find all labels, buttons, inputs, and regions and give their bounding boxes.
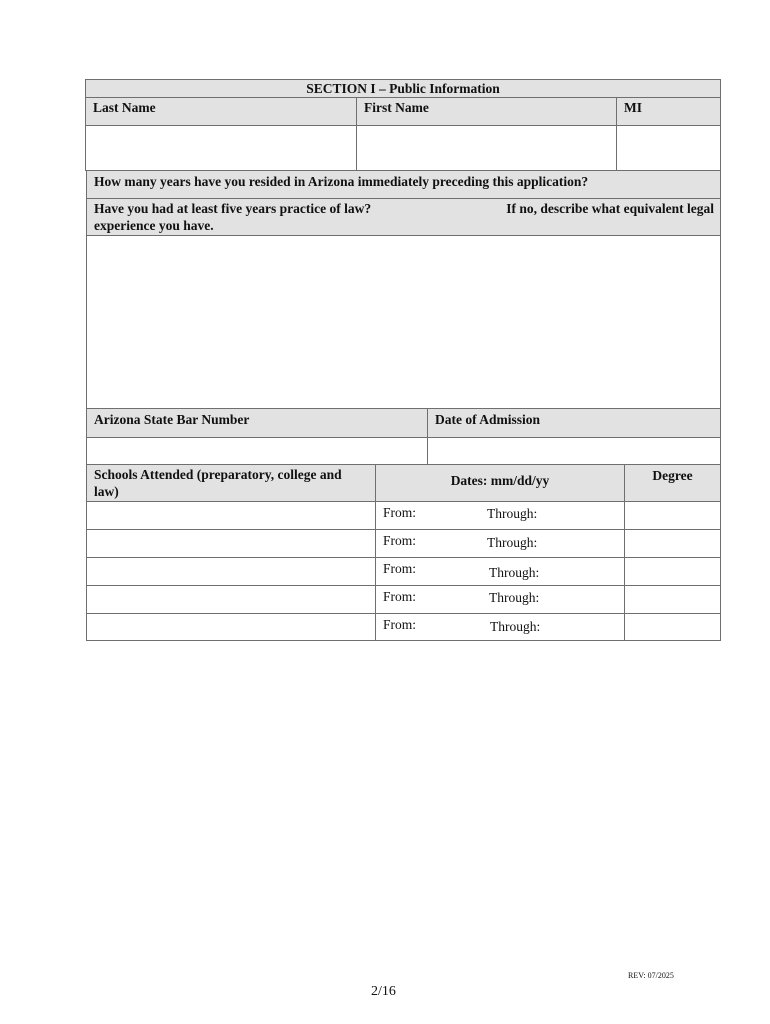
experience-area-cell [86,235,721,409]
admission-date-cell [427,437,721,465]
bar-number-cell [86,437,428,465]
school-degree-cell[interactable] [624,557,721,586]
last-name-label: Last Name [93,100,156,115]
experience-textarea[interactable] [87,236,720,408]
school-dates-cell[interactable] [375,613,625,641]
section-title-bar [85,79,721,98]
from-label: From: [383,617,417,632]
mi-header [616,97,721,126]
schools-header [86,464,376,502]
first-name-label: First Name [364,100,429,115]
through-label: Through: [487,506,538,521]
school-name-cell[interactable] [86,557,376,586]
degree-header-label: Degree [652,468,693,483]
school-degree-cell[interactable] [624,529,721,558]
schools-header-line2: law) [94,484,119,499]
mi-label: MI [624,100,642,115]
last-name-header [85,97,357,126]
practice-question-row[interactable] [86,198,721,236]
mi-input[interactable] [617,126,720,170]
school-degree-cell[interactable] [624,613,721,641]
dates-header [375,464,625,502]
first-name-header [356,97,617,126]
admission-date-header [427,408,721,438]
bar-number-input[interactable] [87,438,427,464]
through-label: Through: [487,535,538,550]
from-label: From: [383,533,417,548]
first-name-cell [356,125,617,171]
practice-question-left: Have you had at least five years practice of law? [94,201,372,216]
practice-question-line2: experience you have. [94,218,214,233]
practice-question-right: If no, describe what equivalent legal [506,201,714,216]
school-name-cell[interactable] [86,613,376,641]
last-name-input[interactable] [86,126,356,170]
school-name-cell[interactable] [86,585,376,614]
bar-number-label: Arizona State Bar Number [94,412,250,427]
page-number: 2/16 [371,984,396,999]
school-degree-cell[interactable] [624,501,721,530]
through-label: Through: [489,565,540,580]
from-label: From: [383,561,417,576]
admission-date-input[interactable] [428,438,720,464]
through-label: Through: [490,619,541,634]
school-name-cell[interactable] [86,501,376,530]
first-name-input[interactable] [357,126,616,170]
dates-header-label: Dates: mm/dd/yy [450,473,550,488]
from-label: From: [383,505,417,520]
school-dates-cell[interactable] [375,557,625,586]
school-dates-cell[interactable] [375,585,625,614]
school-degree-cell[interactable] [624,585,721,614]
mi-cell [616,125,721,171]
admission-date-label: Date of Admission [435,412,541,427]
degree-header [624,464,721,502]
section-title: SECTION I – Public Information [306,81,500,96]
residency-question-row[interactable] [86,170,721,199]
from-label: From: [383,589,417,604]
school-dates-cell[interactable] [375,529,625,558]
school-dates-cell[interactable] [375,501,625,530]
through-label: Through: [489,590,540,605]
school-name-cell[interactable] [86,529,376,558]
revision-label: REV: 07/2025 [628,971,674,980]
schools-header-line1: Schools Attended (preparatory, college and [94,467,342,482]
bar-number-header [86,408,428,438]
last-name-cell [85,125,357,171]
residency-question: How many years have you resided in Arizona immediately preceding this application? [94,174,589,189]
